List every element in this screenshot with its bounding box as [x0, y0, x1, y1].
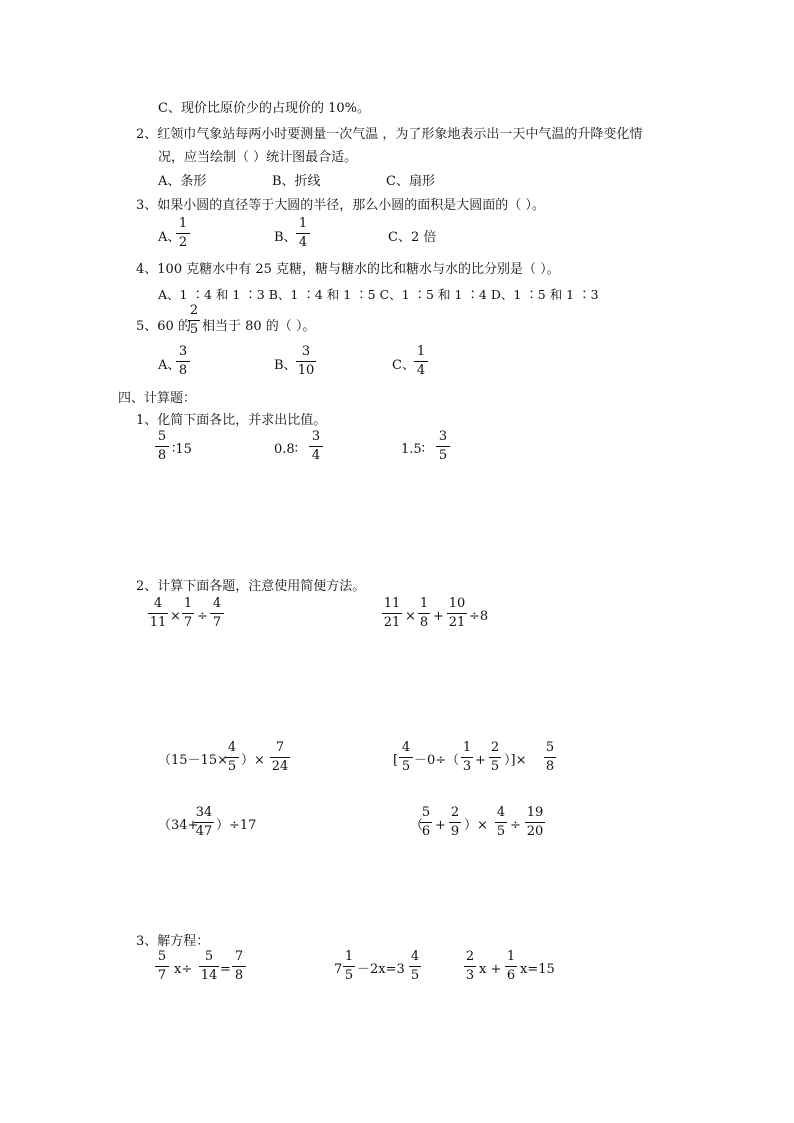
e1-b-fraction: 1 7: [183, 596, 193, 630]
p2-title: 2、计算下面各题，注意使用简便方法。: [136, 579, 366, 594]
q5-option-c-fraction: 1 4: [414, 344, 428, 379]
eq2-a-fraction: 1 5: [344, 949, 354, 983]
e1-a-fraction: 4 11: [149, 596, 167, 630]
q3-option-b-fraction: 1 4: [296, 216, 310, 251]
eq1-c-fraction: 7 8: [232, 949, 246, 984]
eq1-a-fraction: 5 7: [155, 949, 169, 984]
e3-pre: （15－15×: [158, 753, 228, 768]
section-heading: 四、计算题：: [118, 391, 197, 406]
eq1-eq: =: [220, 962, 231, 977]
q2-option-a: A、条形: [158, 174, 207, 189]
e4-a-fraction: 4 5: [399, 740, 413, 775]
p1-c-pre: 1.5∶: [401, 442, 426, 457]
q2-stem-line1: 2、红领巾气象站每两小时要测量一次气温 ，为了形象地表示出一天中气温的升降变化情: [136, 127, 643, 142]
e6-d-fraction: 19 20: [526, 805, 544, 839]
e3-mid: ）×: [241, 753, 265, 768]
e4-mid2: ）]×: [504, 753, 527, 768]
q5-option-a-label: A、: [158, 358, 181, 373]
e1-op2: ÷: [197, 609, 208, 624]
p1-a-fraction: 5 8: [155, 429, 169, 464]
q4-options: A、1 ∶4 和 1 ∶3 B、1 ∶4 和 1 ∶5 C、1 ∶5 和 1 ∶4 D、1 ∶5 和 1 ∶3: [158, 287, 599, 302]
q5-stem-pre: 5、60 的: [136, 319, 191, 334]
e4-op: +: [475, 753, 486, 768]
eq3-a-fraction: 2 3: [465, 949, 475, 983]
e1-op1: ×: [170, 609, 181, 624]
eq2-b-fraction: 4 5: [410, 949, 420, 983]
q5-fraction: 2 5: [189, 303, 199, 337]
e4-pre: [: [393, 753, 399, 768]
e1-c-fraction: 4 7: [210, 596, 224, 631]
q2-stem-line2: 况，应当绘制（ ）统计图最合适。: [158, 150, 358, 165]
p3-title: 3、解方程：: [136, 934, 210, 949]
e6-c-fraction: 4 5: [496, 805, 506, 839]
q3-option-a-label: A、: [158, 230, 181, 245]
e2-op2: +: [433, 609, 444, 624]
p1-title: 1、化简下面各比，并求出比值。: [136, 413, 327, 428]
e2-tail: ÷8: [469, 609, 489, 624]
eq3-b-fraction: 1 6: [506, 949, 516, 983]
e5-tail: ）÷17: [216, 818, 257, 833]
e4-b-fraction: 1 3: [462, 740, 472, 774]
e6-op2: ÷: [510, 818, 521, 833]
q1-option-c: C、现价比原价少的占现价的 10%。: [158, 101, 370, 116]
e6-mid: ）×: [464, 818, 488, 833]
p1-b-fraction: 3 4: [309, 429, 323, 464]
e5-a-fraction: 34 47: [195, 805, 213, 839]
eq3-mid: x +: [479, 962, 502, 977]
q5-option-b-fraction: 3 10: [297, 344, 315, 378]
e4-c-fraction: 2 5: [490, 740, 500, 774]
eq3-tail: x=15: [520, 962, 555, 977]
q4-stem: 4、100 克糖水中有 25 克糖，糖与糖水的比和糖水与水的比分别是（ ）。: [136, 262, 560, 277]
eq1-mid: x÷: [174, 962, 193, 977]
p1-c-fraction: 3 5: [436, 429, 450, 464]
q5-option-a-fraction: 3 8: [176, 344, 190, 379]
q3-option-a-fraction: 1 2: [176, 216, 190, 251]
q2-option-c: C、扇形: [386, 174, 435, 189]
q3-option-c: C、2 倍: [388, 230, 437, 245]
e2-b-fraction: 1 8: [419, 596, 429, 630]
eq2-mid: －2x=3: [357, 962, 405, 977]
e6-op: +: [435, 818, 446, 833]
q3-stem: 3、如果小圆的直径等于大圆的半径，那么小圆的面积是大圆面的（ ）。: [136, 198, 545, 213]
e4-d-fraction: 5 8: [545, 740, 555, 774]
e6-b-fraction: 2 9: [450, 805, 460, 839]
q2-option-b: B、折线: [272, 174, 321, 189]
p1-b-pre: 0.8∶: [274, 442, 299, 457]
e2-c-fraction: 10 21: [448, 596, 466, 630]
e3-a-fraction: 4 5: [225, 740, 239, 775]
e4-mid1: －0÷（: [414, 753, 460, 768]
q5-option-b-label: B、: [274, 358, 297, 373]
q3-option-b-label: B、: [274, 230, 297, 245]
e2-op1: ×: [405, 609, 416, 624]
eq2-pre: 7: [334, 962, 343, 977]
e6-a-fraction: 5 6: [421, 805, 431, 839]
eq1-b-fraction: 5 14: [200, 949, 218, 983]
e6-pre: （: [410, 818, 424, 833]
e3-b-fraction: 7 24: [271, 740, 289, 774]
p1-a-rest: ∶15: [172, 442, 192, 457]
q5-option-c-label: C、: [392, 358, 415, 373]
q5-stem-post: 相当于 80 的（ ）。: [202, 319, 316, 334]
e2-a-fraction: 11 21: [383, 596, 401, 630]
e5-pre: （34+: [158, 818, 199, 833]
